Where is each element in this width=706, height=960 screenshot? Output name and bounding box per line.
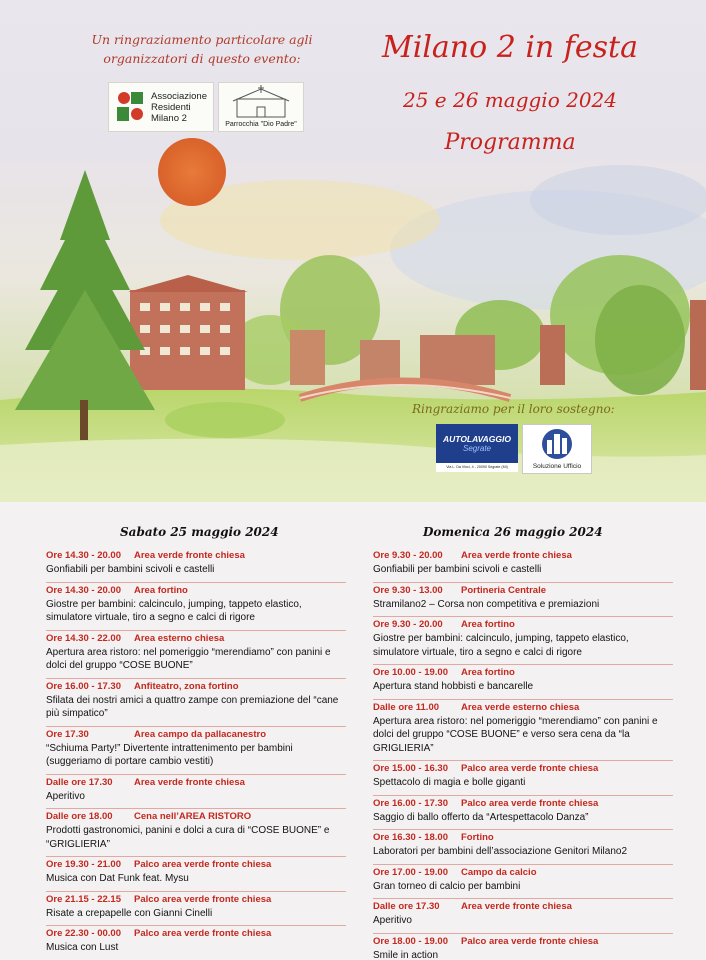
event-time: Ore 16.30 - 18.00: [373, 832, 448, 843]
event-dates: 25 e 26 maggio 2024: [403, 88, 617, 112]
event-place: Palco area verde fronte chiesa: [134, 859, 272, 870]
event-place: Anfiteatro, zona fortino: [134, 680, 239, 692]
event-place: Area verde esterno chiesa: [461, 701, 580, 713]
event-description: Stramilano2 – Corsa non competitiva e premiazioni: [373, 598, 600, 610]
event-description: Musica con Dat Funk feat. Mysu: [46, 873, 189, 884]
organizers-thanks: [82, 30, 322, 68]
event-description: Gonfiabili per bambini scivoli e castelli: [373, 564, 542, 575]
schedule-item: [46, 631, 346, 679]
sponsors-thanks: Ringraziamo per il loro sostegno:: [412, 402, 615, 416]
event-description: “Schiuma Party!” Divertente intrattenimento per bambini (suggeriamo di portare cambio vestiti): [46, 742, 293, 767]
event-description: Spettacolo di magia e bolle giganti: [373, 777, 526, 788]
church-icon: [219, 85, 303, 121]
event-place: Area fortino: [461, 619, 515, 630]
event-description: Risate a crepapelle con Gianni Cinelli: [46, 907, 213, 919]
association-name: Associazione Residenti Milano 2: [151, 91, 207, 124]
event-time-row: [373, 548, 673, 563]
event-title: Milano 2 in festa: [382, 30, 638, 65]
event-time: Ore 10.00 - 19.00: [373, 667, 448, 678]
event-time-row: [373, 796, 673, 811]
event-time: Ore 9.30 - 20.00: [373, 550, 443, 561]
schedule-item: [373, 665, 673, 700]
schedule-item: [373, 796, 673, 831]
schedule-item: [373, 583, 673, 618]
event-time: Ore 9.30 - 20.00: [373, 619, 443, 630]
schedule-item: [373, 700, 673, 762]
event-description: Aperitivo: [46, 790, 85, 802]
event-description: Smile in action: [373, 949, 439, 960]
event-description: Apertura area ristoro: nel pomeriggio “merendiamo” con panini e dolci del gruppo “COSE BUONE”: [46, 646, 331, 671]
event-time: Dalle ore 11.00: [373, 701, 440, 713]
schedule-item: [46, 809, 346, 857]
schedule-item: [373, 761, 673, 796]
event-subtitle: Programma: [444, 130, 576, 155]
event-place: Area verde fronte chiesa: [134, 776, 245, 788]
office-building-icon: [523, 428, 591, 462]
event-description: Prodotti gastronomici, panini e dolci a cura di “COSE BUONE” e “GRIGLIERIA”: [46, 825, 330, 850]
schedule-item: [46, 857, 346, 892]
sponsor-autolavaggio-logo: [436, 424, 518, 472]
event-time-row: [46, 775, 346, 790]
event-time-row: [46, 892, 346, 907]
event-place: Cena nell’AREA RISTORO: [134, 811, 252, 822]
thanks-line-2: organizzatori di questo evento:: [103, 51, 301, 66]
event-time-row: [46, 679, 346, 694]
schedule-item: [373, 865, 673, 900]
event-description: Gran torneo di calcio per bambini: [373, 880, 521, 892]
thanks-line-1: Un ringraziamento particolare agli: [91, 32, 313, 47]
event-place: Area fortino: [134, 584, 188, 596]
event-place: Area fortino: [461, 667, 515, 678]
sponsor-soluzione-ufficio-logo: [522, 424, 592, 474]
event-time-row: [373, 830, 673, 845]
event-time: Ore 22.30 - 00.00: [46, 928, 121, 939]
schedule-item: [46, 679, 346, 727]
event-time-row: [46, 548, 346, 563]
event-description: Laboratori per bambini dell’associazione Genitori Milano2: [373, 846, 628, 857]
schedule-item: [373, 617, 673, 665]
event-time-row: [373, 617, 673, 632]
schedule-item: [46, 727, 346, 775]
event-place: Area verde fronte chiesa: [134, 550, 245, 561]
event-time-row: [46, 857, 346, 872]
schedule-item: [46, 926, 346, 960]
sponsor-city: Segrate: [462, 444, 492, 453]
event-time: Ore 21.15 - 22.15: [46, 893, 121, 905]
event-time-row: [46, 583, 346, 598]
event-time: Dalle ore 17.30: [46, 776, 113, 788]
event-place: Area esterno chiesa: [134, 632, 225, 644]
event-time: Ore 9.30 - 13.00: [373, 584, 443, 596]
event-time: Ore 18.00 - 19.00: [373, 935, 448, 947]
event-place: Fortino: [461, 832, 494, 843]
event-time: Ore 14.30 - 20.00: [46, 550, 121, 561]
schedule-item: [46, 583, 346, 631]
organizer-logo-association: [108, 82, 214, 132]
event-description: Apertura stand hobbisti e bancarelle: [373, 681, 534, 692]
event-time: Ore 19.30 - 21.00: [46, 859, 121, 870]
schedule-item: [373, 899, 673, 934]
event-place: Palco area verde fronte chiesa: [461, 763, 599, 774]
event-place: Palco area verde fronte chiesa: [461, 797, 599, 809]
schedule-item: [373, 830, 673, 865]
sunday-title: Domenica 26 maggio 2024: [423, 525, 603, 539]
event-time: Dalle ore 17.30: [373, 901, 440, 912]
sponsor-name: AUTOLAVAGGIO: [443, 434, 511, 444]
event-time: Ore 15.00 - 16.30: [373, 763, 448, 774]
sponsor-address: Via L. Da Vinci, 4 - 20090 Segrate (MI): [436, 463, 518, 472]
event-description: Apertura area ristoro: nel pomeriggio “merendiamo” con panini e dolci del gruppo “COSE BUONE” e verso sera cena da “la GRIGLIERIA”: [373, 715, 658, 754]
sponsor-name: Soluzione Ufficio: [532, 463, 582, 470]
event-time-row: [46, 809, 346, 824]
event-time: Ore 17.30: [46, 728, 89, 740]
event-description: Giostre per bambini: calcinculo, jumping, tappeto elastico, simulatore virtuale, tiro a segno e calci di rigore: [46, 598, 302, 623]
schedule-item: [373, 934, 673, 960]
event-time-row: [373, 583, 673, 598]
schedule-item: [373, 548, 673, 583]
event-time-row: [373, 700, 673, 715]
event-time: Ore 16.00 - 17.30: [373, 797, 448, 809]
schedule-item: [46, 892, 346, 927]
event-time-row: [373, 761, 673, 776]
schedule-item: [46, 548, 346, 583]
sunday-schedule: [373, 548, 673, 960]
event-description: Giostre per bambini: calcinculo, jumping, tappeto elastico, simulatore virtuale, tiro a segno e calci di rigore: [373, 633, 629, 658]
event-place: Portineria Centrale: [461, 584, 546, 596]
event-time-row: [46, 631, 346, 646]
event-description: Saggio di ballo offerto da “Artespettacolo Danza”: [373, 811, 589, 823]
event-time-row: [46, 926, 346, 941]
event-time-row: [373, 865, 673, 880]
event-time: Ore 16.00 - 17.30: [46, 680, 121, 692]
event-place: Palco area verde fronte chiesa: [134, 928, 272, 939]
event-time-row: [373, 899, 673, 914]
saturday-title: Sabato 25 maggio 2024: [120, 525, 279, 539]
event-description: Musica con Lust: [46, 942, 119, 953]
event-place: Area campo da pallacanestro: [134, 728, 266, 740]
event-time: Ore 17.00 - 19.00: [373, 866, 448, 878]
event-place: Palco area verde fronte chiesa: [134, 893, 272, 905]
event-description: Gonfiabili per bambini scivoli e castelli: [46, 564, 215, 575]
event-description: Sfilata dei nostri amici a quattro zampe con premiazione del “cane più simpatico”: [46, 694, 339, 719]
event-place: Area verde fronte chiesa: [461, 901, 572, 912]
event-place: Area verde fronte chiesa: [461, 550, 572, 561]
event-time: Dalle ore 18.00: [46, 811, 113, 822]
event-description: Aperitivo: [373, 915, 412, 926]
association-logo-icon: [115, 89, 145, 125]
saturday-schedule: [46, 548, 346, 960]
event-place: Palco area verde fronte chiesa: [461, 935, 599, 947]
event-place: Campo da calcio: [461, 866, 537, 878]
event-time: Ore 14.30 - 20.00: [46, 584, 121, 596]
event-time: Ore 14.30 - 22.00: [46, 632, 121, 644]
sun-shape: [158, 138, 226, 206]
organizer-logo-parish: [218, 82, 304, 132]
parish-name: Parrocchia "Dio Padre": [225, 121, 297, 128]
event-time-row: [373, 665, 673, 680]
event-time-row: [46, 727, 346, 742]
schedule-item: [46, 775, 346, 810]
event-time-row: [373, 934, 673, 949]
